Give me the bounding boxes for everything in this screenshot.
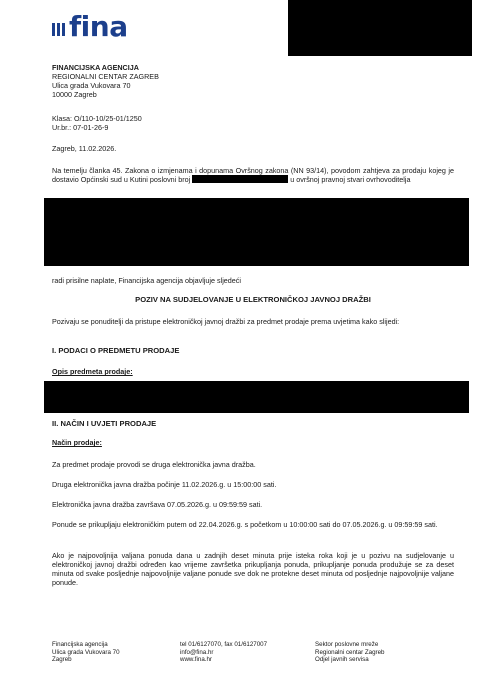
section2-p2: Druga elektronička javna dražba počinje 11.02.2026.g. u 15:00:00 sati.: [52, 480, 277, 489]
footer-col1-line2: Ulica grada Vukovara 70: [52, 648, 120, 656]
redaction-parties: [44, 198, 469, 266]
sender-street: Ulica grada Vukovara 70: [52, 81, 131, 90]
footer-col-1: [52, 641, 120, 664]
klasa: Klasa: O/110-10/25-01/1250: [52, 114, 142, 123]
document-title: POZIV NA SUDJELOVANJE U ELEKTRONIČKOJ JAVNOJ DRAŽBI: [135, 295, 371, 304]
footer-col3-line2: Regionalni centar Zagreb: [315, 648, 385, 656]
logo-bars-icon: [52, 23, 65, 36]
redaction-case-number: [192, 175, 288, 183]
footer-col1-line1: Financijska agencija: [52, 641, 108, 648]
sender-city: 10000 Zagreb: [52, 90, 97, 99]
intro-paragraph: [52, 166, 454, 184]
fina-logo: [52, 10, 128, 43]
section2-subheading: Način prodaje:: [52, 438, 102, 447]
footer-col2-line2: info@fina.hr: [180, 648, 214, 656]
footer-col2-line3: www.fina.hr: [180, 656, 212, 663]
section2-p3: Elektronička javna dražba završava 07.05.2026.g. u 09:59:59 sati.: [52, 500, 263, 509]
sender-org: FINANCIJSKA AGENCIJA: [52, 63, 139, 72]
section2-p4: Ponude se prikupljaju elektroničkim putem od 22.04.2026.g. s početkom u 10:00:00 sati do 07.05.2026.g. u 09:59:59 sati.: [52, 520, 438, 529]
section1-heading: I. PODACI O PREDMETU PRODAJE: [52, 346, 180, 355]
sender-block: [52, 63, 454, 99]
urbr: Ur.br.: 07-01-26-9: [52, 123, 109, 132]
section2-heading: II. NAČIN I UVJETI PRODAJE: [52, 419, 157, 428]
logo-text: fina: [69, 10, 128, 43]
footer-col2-line1: tel 01/6127070, fax 01/6127007: [180, 641, 268, 648]
reference-block: [52, 114, 454, 132]
section2-p5: Ako je najpovoljnija valjana ponuda dana u zadnjih deset minuta prije isteka roka koji je u pozivu na sudjelovanje u elektroničkoj javnoj dražbi određen kao vrijeme završetka prikupljanja ponuda, prikupljanje ponuda produžuje se za deset minuta od svake posljednje najpovoljnije valjane ponude sve dok ne protekne deset minuta od posljednje najpovoljnije valjane ponude.: [52, 551, 454, 587]
footer-col3-line3: Odjel javnih servisa: [315, 656, 369, 663]
redaction-top-right: [288, 0, 472, 56]
footer-col3-line1: Sektor poslovne mreže: [315, 641, 379, 648]
purpose-line: radi prisilne naplate, Financijska agencija objavljuje sljedeći: [52, 276, 241, 285]
invite-paragraph: Pozivaju se ponuditelji da pristupe elektroničkoj javnoj dražbi za predmet prodaje prema uvjetima kako slijedi:: [52, 317, 400, 326]
redaction-description: [44, 381, 469, 413]
intro-part2: u ovršnoj pravnoj stvari ovrhovoditelja: [290, 175, 411, 184]
intro-part1: Na temelju članka 45. Zakona o izmjenama i dopunama Ovršnog zakona (NN 93/14), povodom zahtjeva za prodaju kojeg je dostavio Općinski sud u Kutini poslovni broj: [52, 166, 454, 184]
footer-col-3: [315, 641, 384, 664]
section1-subheading: Opis predmeta prodaje:: [52, 367, 133, 376]
footer-col-2: [180, 641, 267, 664]
footer-col1-line3: Zagreb: [52, 656, 72, 663]
sender-unit: REGIONALNI CENTAR ZAGREB: [52, 72, 159, 81]
section2-p1: Za predmet prodaje provodi se druga elektronička javna dražba.: [52, 460, 256, 469]
date-line: Zagreb, 11.02.2026.: [52, 144, 117, 153]
